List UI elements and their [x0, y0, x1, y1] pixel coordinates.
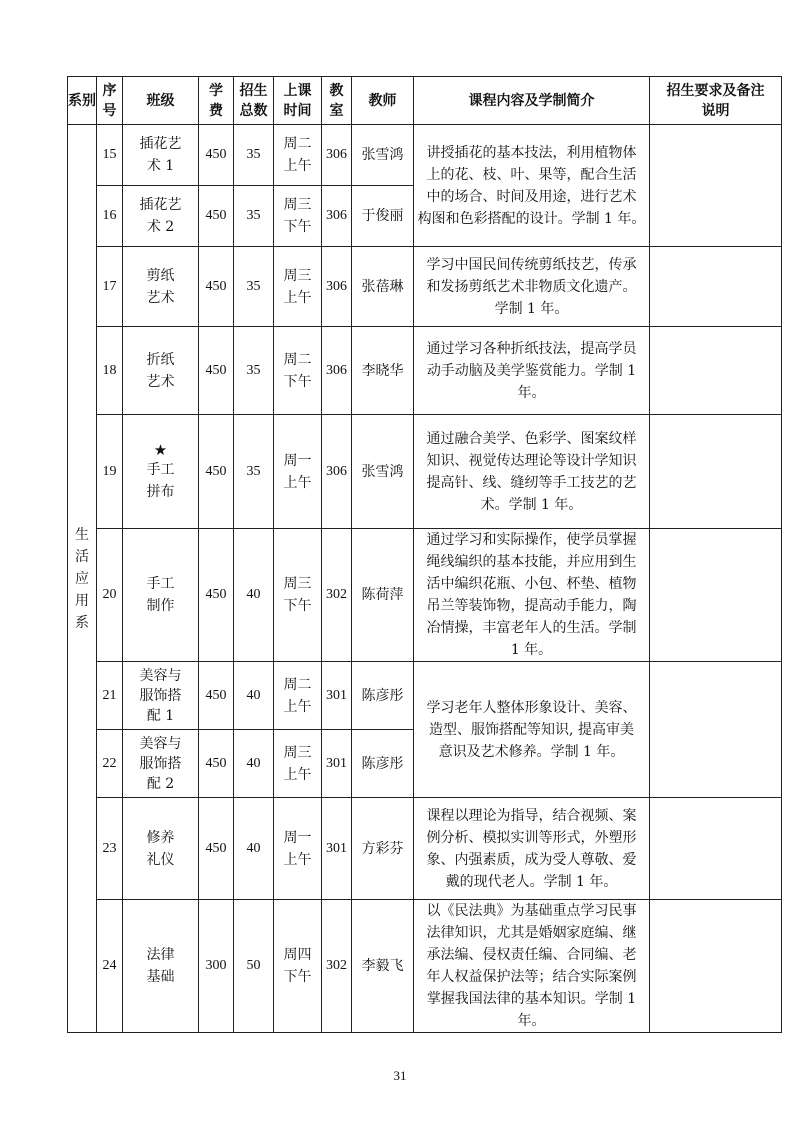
seq-cell: 23 — [97, 798, 123, 900]
time-cell: 周一 上午 — [274, 415, 322, 529]
time-cell: 周二 下午 — [274, 327, 322, 415]
class-cell: 修养 礼仪 — [123, 798, 199, 900]
seq-cell: 17 — [97, 247, 123, 327]
seq-cell: 20 — [97, 529, 123, 662]
time-cell: 周二 上午 — [274, 125, 322, 186]
class-cell: 法律 基础 — [123, 900, 199, 1033]
header-teacher: 教师 — [352, 77, 414, 125]
room-cell: 306 — [322, 415, 352, 529]
class-cell: ★ 手工 拼布 — [123, 415, 199, 529]
description-cell: 以《民法典》为基础重点学习民事 法律知识，尤其是婚姻家庭编、继 承法编、侵权责任编、合同编、老 年人权益保护法等；结合实际案例 掌握我国法律的基本知识。学制 1 年。 — [414, 900, 650, 1033]
remarks-cell — [650, 247, 782, 327]
teacher-cell: 陈荷萍 — [352, 529, 414, 662]
description-cell: 通过学习和实际操作，使学员掌握 绳线编织的基本技能，并应用到生 活中编织花瓶、小包、杯垫、植物 吊兰等装饰物，提高动手能力，陶 冶情操，丰富老年人的生活。学制 1 年。 — [414, 529, 650, 662]
quota-cell: 40 — [234, 662, 274, 730]
table-row — [68, 529, 782, 662]
seq-cell: 18 — [97, 327, 123, 415]
seq-cell: 16 — [97, 186, 123, 247]
description-cell: 讲授插花的基本技法，利用植物体 上的花、枝、叶、果等，配合生活 中的场合、时间及用途，进行艺术 构图和色彩搭配的设计。学制 1 年。 — [414, 125, 650, 247]
room-cell: 306 — [322, 247, 352, 327]
teacher-cell: 张雪鸿 — [352, 415, 414, 529]
description-cell: 学习中国民间传统剪纸技艺，传承 和发扬剪纸艺术非物质文化遗产。 学制 1 年。 — [414, 247, 650, 327]
fee-cell: 450 — [199, 662, 234, 730]
room-cell: 301 — [322, 662, 352, 730]
class-cell: 手工 制作 — [123, 529, 199, 662]
quota-cell: 40 — [234, 529, 274, 662]
seq-cell: 15 — [97, 125, 123, 186]
seq-cell: 22 — [97, 730, 123, 798]
remarks-cell — [650, 327, 782, 415]
fee-cell: 450 — [199, 186, 234, 247]
table-row — [68, 247, 782, 327]
header-fee: 学费 — [199, 77, 234, 125]
fee-cell: 450 — [199, 247, 234, 327]
table-row — [68, 900, 782, 1033]
teacher-cell: 李毅飞 — [352, 900, 414, 1033]
header-row — [68, 77, 782, 125]
teacher-cell: 于俊丽 — [352, 186, 414, 247]
teacher-cell: 张雪鸿 — [352, 125, 414, 186]
remarks-cell — [650, 900, 782, 1033]
quota-cell: 35 — [234, 186, 274, 247]
quota-cell: 35 — [234, 327, 274, 415]
teacher-cell: 张蓓琳 — [352, 247, 414, 327]
remarks-cell — [650, 662, 782, 798]
header-room: 教室 — [322, 77, 352, 125]
class-cell: 剪纸 艺术 — [123, 247, 199, 327]
teacher-cell: 陈彦彤 — [352, 730, 414, 798]
remarks-cell — [650, 125, 782, 247]
fee-cell: 450 — [199, 798, 234, 900]
time-cell: 周三 下午 — [274, 529, 322, 662]
header-dept: 系别 — [68, 77, 97, 125]
remarks-cell — [650, 798, 782, 900]
time-cell: 周三 上午 — [274, 730, 322, 798]
time-cell: 周一 上午 — [274, 798, 322, 900]
department-cell: 生活应用系 — [68, 125, 97, 1033]
room-cell: 306 — [322, 327, 352, 415]
fee-cell: 300 — [199, 900, 234, 1033]
table-row — [68, 327, 782, 415]
quota-cell: 35 — [234, 247, 274, 327]
teacher-cell: 陈彦彤 — [352, 662, 414, 730]
room-cell: 306 — [322, 186, 352, 247]
table-row — [68, 125, 782, 186]
seq-cell: 19 — [97, 415, 123, 529]
fee-cell: 450 — [199, 415, 234, 529]
table-row — [68, 798, 782, 900]
teacher-cell: 方彩芬 — [352, 798, 414, 900]
header-class: 班级 — [123, 77, 199, 125]
header-seq: 序号 — [97, 77, 123, 125]
class-cell: 插花艺 术 1 — [123, 125, 199, 186]
seq-cell: 21 — [97, 662, 123, 730]
header-quota: 招生总数 — [234, 77, 274, 125]
quota-cell: 35 — [234, 415, 274, 529]
table-row — [68, 415, 782, 529]
star-icon: ★ — [153, 440, 168, 459]
course-table — [67, 76, 782, 1033]
class-cell: 美容与 服饰搭 配 1 — [123, 662, 199, 730]
seq-cell: 24 — [97, 900, 123, 1033]
room-cell: 301 — [322, 798, 352, 900]
page-number: 31 — [393, 1068, 407, 1083]
description-cell: 通过学习各种折纸技法，提高学员 动手动脑及美学鉴赏能力。学制 1 年。 — [414, 327, 650, 415]
remarks-cell — [650, 415, 782, 529]
time-cell: 周三 上午 — [274, 247, 322, 327]
fee-cell: 450 — [199, 125, 234, 186]
quota-cell: 35 — [234, 125, 274, 186]
class-cell: 美容与 服饰搭 配 2 — [123, 730, 199, 798]
header-content: 课程内容及学制简介 — [414, 77, 650, 125]
remarks-cell — [650, 529, 782, 662]
time-cell: 周四 下午 — [274, 900, 322, 1033]
fee-cell: 450 — [199, 730, 234, 798]
room-cell: 301 — [322, 730, 352, 798]
room-cell: 306 — [322, 125, 352, 186]
teacher-cell: 李晓华 — [352, 327, 414, 415]
table-row — [68, 662, 782, 730]
fee-cell: 450 — [199, 327, 234, 415]
header-time: 上课时间 — [274, 77, 322, 125]
description-cell: 课程以理论为指导，结合视频、案 例分析、模拟实训等形式，外塑形 象、内强素质，成为受人尊敬、爱 戴的现代老人。学制 1 年。 — [414, 798, 650, 900]
header-remarks: 招生要求及备注说明 — [650, 77, 782, 125]
room-cell: 302 — [322, 529, 352, 662]
class-cell: 插花艺 术 2 — [123, 186, 199, 247]
quota-cell: 50 — [234, 900, 274, 1033]
quota-cell: 40 — [234, 730, 274, 798]
time-cell: 周三 下午 — [274, 186, 322, 247]
time-cell: 周二 上午 — [274, 662, 322, 730]
quota-cell: 40 — [234, 798, 274, 900]
description-cell: 学习老年人整体形象设计、美容、 造型、服饰搭配等知识, 提高审美 意识及艺术修养。学制 1 年。 — [414, 662, 650, 798]
fee-cell: 450 — [199, 529, 234, 662]
description-cell: 通过融合美学、色彩学、图案纹样 知识、视觉传达理论等设计学知识 提高针、线、缝纫等手工技艺的艺 术。学制 1 年。 — [414, 415, 650, 529]
room-cell: 302 — [322, 900, 352, 1033]
class-cell: 折纸 艺术 — [123, 327, 199, 415]
